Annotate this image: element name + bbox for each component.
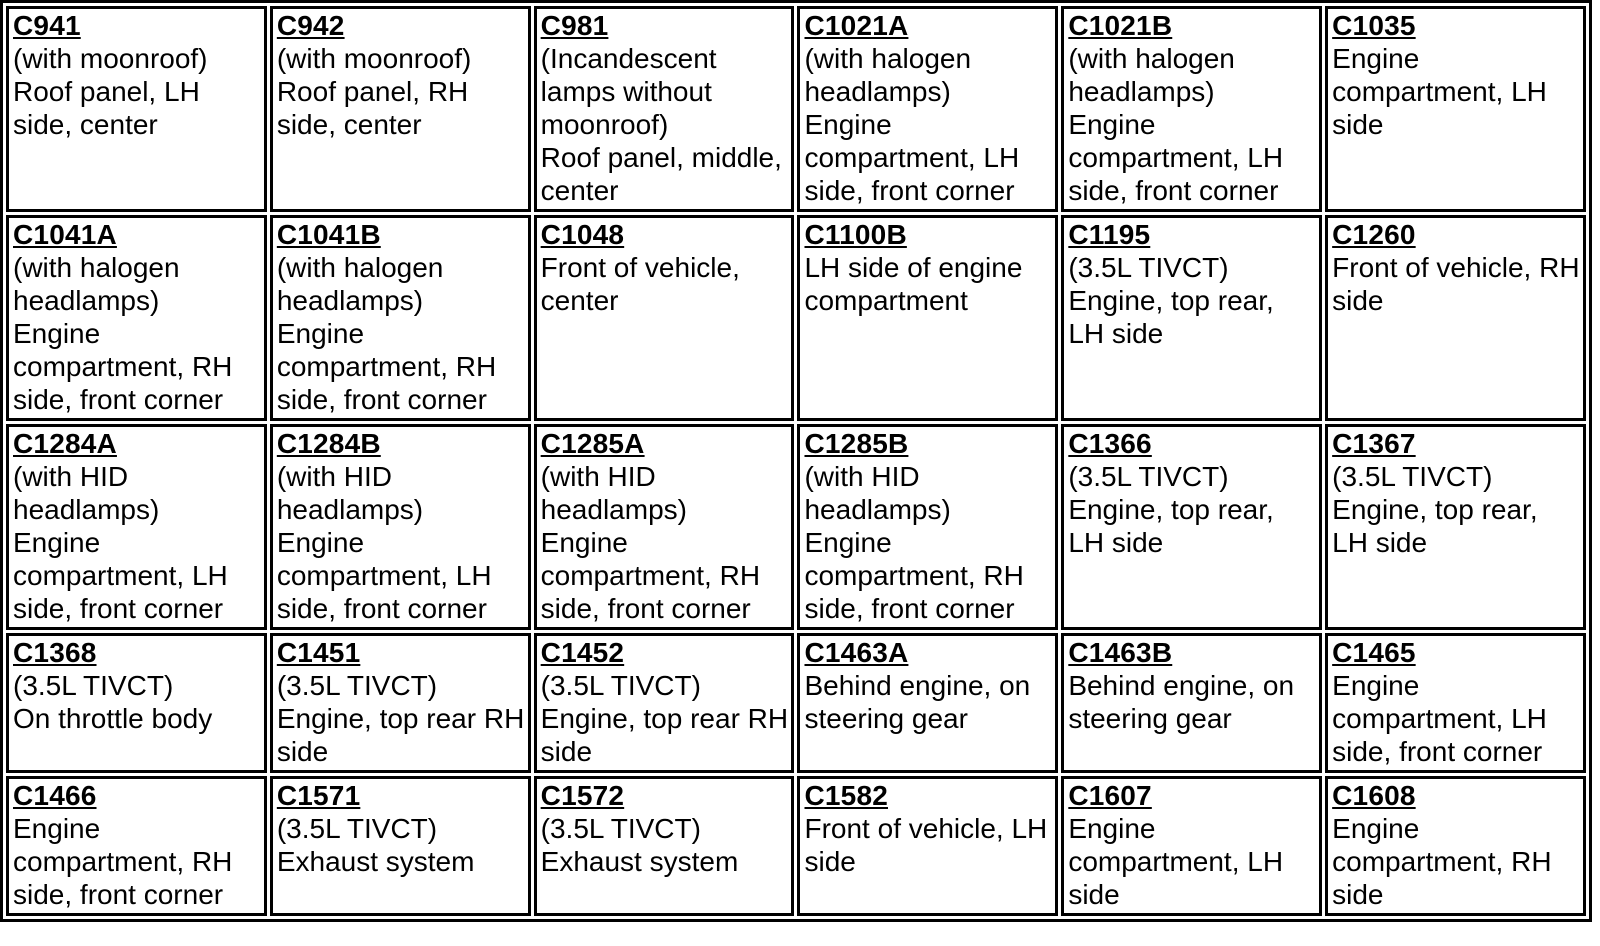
location-text: Engine, top rear, LH side — [1068, 285, 1274, 349]
location-text: (Incandescent lamps without moonroof) — [540, 43, 717, 140]
table-cell — [1325, 6, 1586, 212]
location-text: Front of vehicle, LH side — [804, 813, 1048, 877]
location-text: Engine, top rear RH side — [276, 703, 525, 767]
connector-code: C942 — [276, 10, 345, 41]
location-text: Roof panel, LH side, center — [13, 76, 200, 140]
connector-code: C1463B — [1068, 637, 1173, 668]
table-cell — [6, 215, 267, 421]
location-text: Roof panel, RH side, center — [276, 76, 469, 140]
connector-code: C1366 — [1068, 428, 1152, 459]
table-cell — [6, 6, 267, 212]
connector-code: C1100B — [804, 219, 907, 250]
location-text: (with halogen headlamps) — [13, 252, 180, 316]
location-text: Exhaust system — [540, 846, 739, 877]
location-text: (3.5L TIVCT) — [540, 813, 701, 844]
table-cell — [6, 633, 267, 773]
table-row — [6, 424, 1586, 630]
table-cell — [270, 215, 531, 421]
connector-code: C1451 — [276, 637, 361, 668]
location-text: (3.5L TIVCT) — [1068, 252, 1229, 283]
connector-code: C1466 — [13, 780, 97, 811]
table-cell — [1325, 776, 1586, 916]
location-text: (3.5L TIVCT) — [276, 670, 438, 701]
connector-code: C1367 — [1332, 428, 1416, 459]
connector-code: C1571 — [276, 780, 361, 811]
location-text: Exhaust system — [276, 846, 475, 877]
location-text: Engine compartment, RH side, front corner — [13, 318, 233, 415]
connector-code: C981 — [540, 10, 609, 41]
table-cell — [797, 6, 1058, 212]
connector-code: C1465 — [1332, 637, 1416, 668]
location-text: Roof panel, middle, center — [540, 142, 782, 206]
location-text: (with moonroof) — [276, 43, 472, 74]
location-text: (3.5L TIVCT) — [276, 813, 438, 844]
table-cell — [797, 633, 1058, 773]
location-text: (3.5L TIVCT) — [1068, 461, 1229, 492]
connector-code: C1041A — [13, 219, 117, 250]
location-text: Engine compartment, LH side — [1332, 43, 1547, 140]
connector-code: C1608 — [1332, 780, 1416, 811]
table-cell — [1325, 215, 1586, 421]
table-cell — [1325, 633, 1586, 773]
connector-code: C1285A — [540, 428, 645, 459]
table-cell — [1325, 424, 1586, 630]
location-text: Front of vehicle, center — [540, 252, 740, 316]
connector-code: C941 — [13, 10, 81, 41]
location-text: (with HID headlamps) — [13, 461, 160, 525]
location-text: (with halogen headlamps) — [276, 252, 444, 316]
connector-code: C1607 — [1068, 780, 1152, 811]
location-text: Engine, top rear RH side — [540, 703, 789, 767]
connector-code: C1195 — [1068, 219, 1151, 250]
location-text: (with HID headlamps) — [276, 461, 424, 525]
table-cell — [1061, 6, 1322, 212]
table-cell — [6, 424, 267, 630]
location-text: Engine compartment, RH side, front corner — [540, 527, 761, 624]
connector-code: C1582 — [804, 780, 888, 811]
location-text: Engine, top rear, LH side — [1068, 494, 1274, 558]
location-text: Front of vehicle, RH side — [1332, 252, 1580, 316]
connector-code: C1035 — [1332, 10, 1416, 41]
connector-code: C1021B — [1068, 10, 1173, 41]
location-text: Engine compartment, LH side, front corner — [13, 527, 228, 624]
connector-code: C1452 — [540, 637, 625, 668]
location-text: (with halogen headlamps) — [1068, 43, 1235, 107]
connector-code: C1572 — [540, 780, 625, 811]
table-cell — [797, 215, 1058, 421]
table-row — [6, 6, 1586, 212]
table-cell — [1061, 215, 1322, 421]
location-text: Behind engine, on steering gear — [1068, 670, 1295, 734]
location-text: Engine compartment, LH side, front corner — [804, 109, 1020, 206]
location-text: Engine compartment, RH side, front corner — [276, 318, 497, 415]
location-text: Engine compartment, RH side — [1332, 813, 1552, 910]
table-cell — [797, 776, 1058, 916]
location-text: (3.5L TIVCT) — [13, 670, 174, 701]
location-text: (with HID headlamps) — [540, 461, 687, 525]
connector-code: C1021A — [804, 10, 909, 41]
table-cell — [534, 633, 795, 773]
location-text: (3.5L TIVCT) — [540, 670, 701, 701]
location-text: Engine, top rear, LH side — [1332, 494, 1538, 558]
table-cell — [534, 215, 795, 421]
connector-code: C1048 — [540, 219, 625, 250]
table-row — [6, 776, 1586, 916]
table-cell — [534, 6, 795, 212]
location-text: Behind engine, on steering gear — [804, 670, 1031, 734]
connector-code: C1284A — [13, 428, 117, 459]
table-cell — [797, 424, 1058, 630]
table-cell — [270, 776, 531, 916]
location-text: (with moonroof) — [13, 43, 208, 74]
connector-code: C1368 — [13, 637, 97, 668]
location-text: On throttle body — [13, 703, 213, 734]
table-cell — [534, 776, 795, 916]
location-text: Engine compartment, LH side, front corner — [1068, 109, 1284, 206]
location-text: (with HID headlamps) — [804, 461, 951, 525]
table-row — [6, 215, 1586, 421]
connector-code: C1284B — [276, 428, 381, 459]
location-text: Engine compartment, LH side, front corner — [276, 527, 492, 624]
connector-code: C1260 — [1332, 219, 1416, 250]
location-text: Engine compartment, LH side, front corner — [1332, 670, 1547, 767]
connector-code: C1041B — [276, 219, 381, 250]
location-text: LH side of engine compartment — [804, 252, 1023, 316]
location-text: Engine compartment, LH side — [1068, 813, 1284, 910]
table-cell — [534, 424, 795, 630]
table-cell — [1061, 633, 1322, 773]
table-cell — [270, 424, 531, 630]
table-cell — [270, 6, 531, 212]
table-cell — [270, 633, 531, 773]
table-row — [6, 633, 1586, 773]
table-cell — [1061, 776, 1322, 916]
table-cell — [6, 776, 267, 916]
location-text: (with halogen headlamps) — [804, 43, 972, 107]
location-text: (3.5L TIVCT) — [1332, 461, 1493, 492]
table-cell — [1061, 424, 1322, 630]
connector-code: C1285B — [804, 428, 909, 459]
connector-code: C1463A — [804, 637, 909, 668]
location-text: Engine compartment, RH side, front corner — [804, 527, 1024, 624]
location-text: Engine compartment, RH side, front corner — [13, 813, 233, 910]
